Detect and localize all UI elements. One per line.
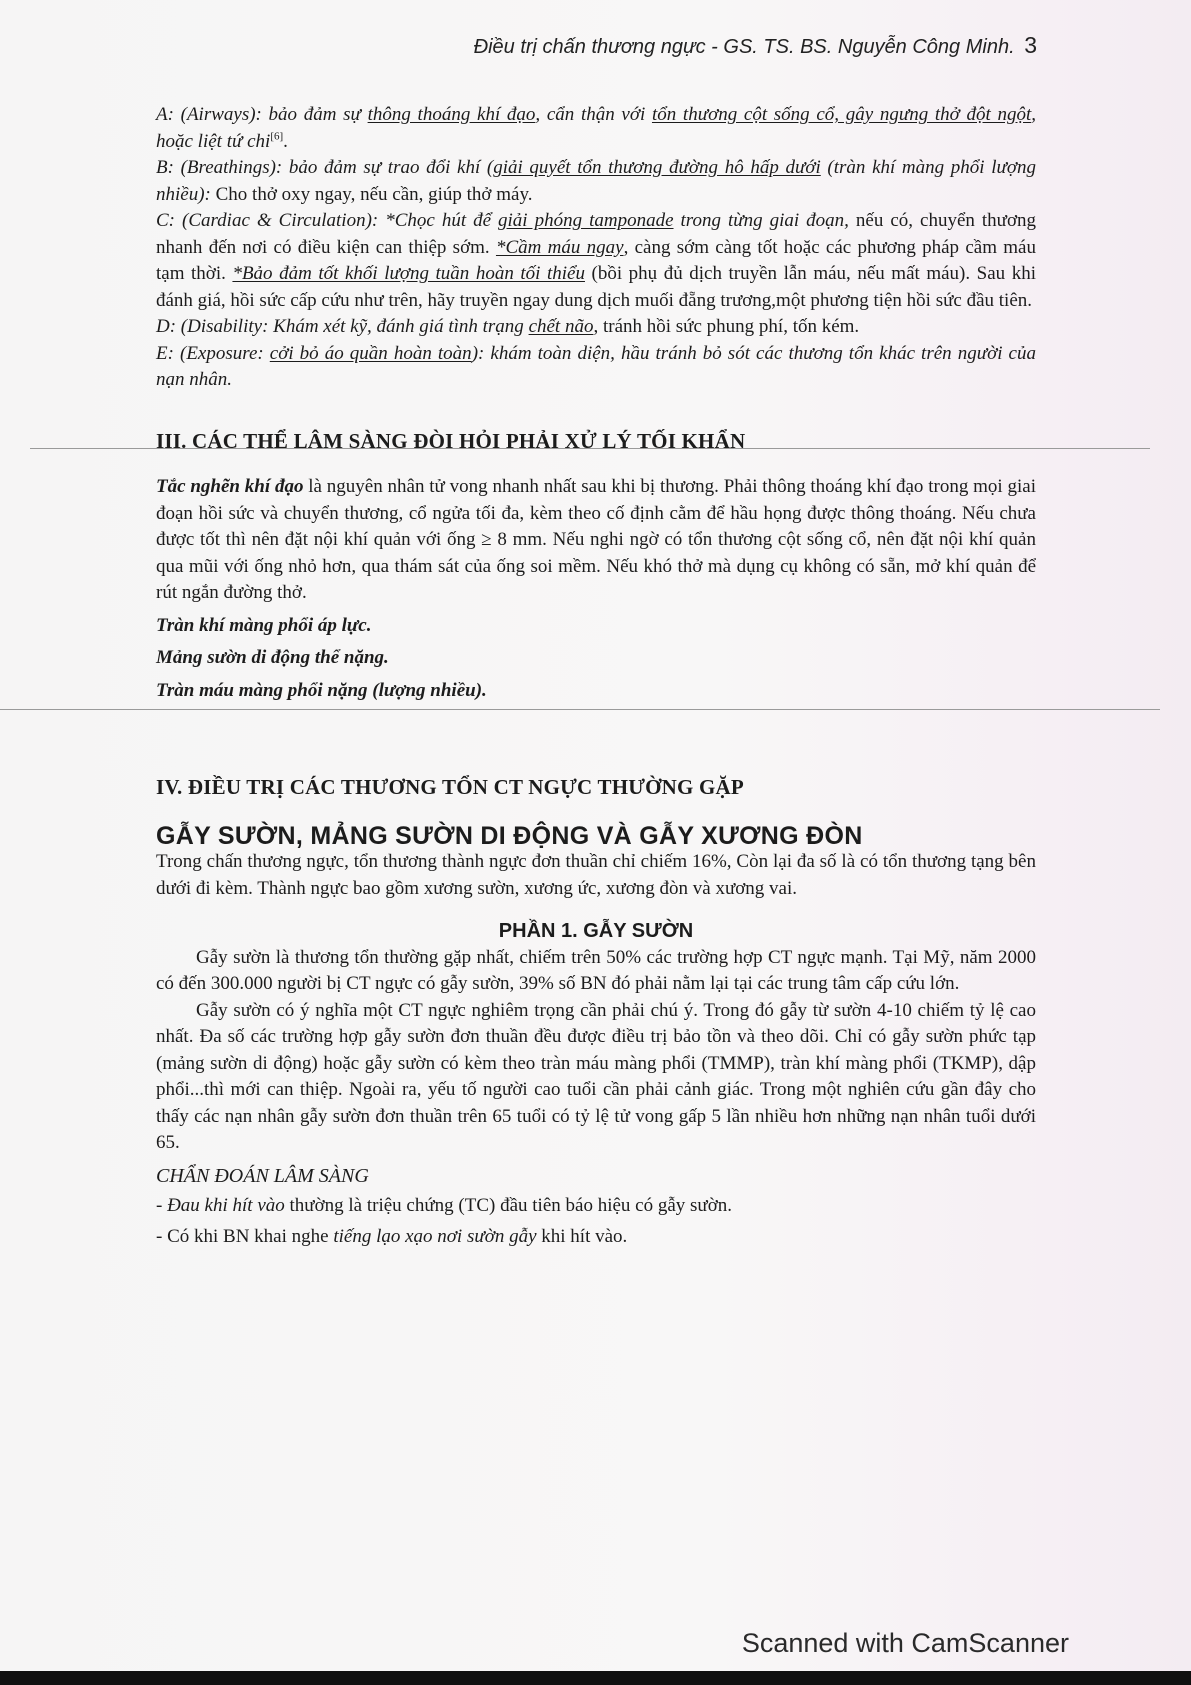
- section3-body: Tắc nghẽn khí đạo là nguyên nhân tử vong nhanh nhất sau khi bị thương. Phải thông thoáng khí đạo trong mọi giai đoạn hồi sức và chuyển thương, cổ ngửa tối đa, kèm theo cố định cằm để hầu họng được thông thoáng. Nếu chưa được tốt thì nên đặt nội khí quản với ống ≥ 8 mm. Nếu nghi ngờ có tổn thương cột sống cổ, nên đặt nội khí quản qua mũi với ống nhỏ hơn, qua thám sát của ống soi mềm. Nếu khó thở mà dụng cụ không có sẵn, mở khí quản để rút ngắn đường thở.: [156, 476, 1036, 603]
- running-title: Điều trị chấn thương ngực - GS. TS. BS. Nguyễn Công Minh.: [473, 36, 1015, 58]
- part-title: PHẦN 1. GẪY SƯỜN: [498, 920, 694, 942]
- abcde-b: B: (Breathings): bảo đảm sự trao đổi khí (giải quyết tổn thương đường hô hấp dưới (tràn khí màng phổi lượng nhiều): Cho thở oxy ngay, nếu cần, giúp thở máy.: [156, 157, 1036, 205]
- section4-paragraph-2: Gẫy sườn có ý nghĩa một CT ngực nghiêm trọng cần phải chú ý. Trong đó gẫy từ sườn 4-10 chiếm tỷ lệ cao nhất. Đa số các trường hợp gẫy sườn đơn thuần đều được điều trị bảo tồn và theo dõi. Chỉ có gẫy sườn phức tạp (mảng sườn di động) hoặc gẫy sườn có kèm theo tràn máu màng phổi (TMMP), tràn khí màng phổi (TKMP), dập phổi...thì mới can thiệp. Ngoài ra, yếu tố người cao tuổi cần phải cảnh giác. Trong một nghiên cứu gần đây cho thấy các nạn nhân gẫy sườn đơn thuần trên 65 tuổi có tỷ lệ tử vong gấp 5 lần nhiều hơn những nạn nhân tuổi dưới 65.: [156, 999, 1036, 1153]
- diagnosis-bullet-2: - Có khi BN khai nghe tiếng lạo xạo nơi sườn gẫy khi hít vào.: [156, 1225, 628, 1247]
- abcde-d: D: (Disability: Khám xét kỹ, đánh giá tình trạng chết não, tránh hồi sức phung phí, tốn kém.: [156, 316, 860, 337]
- diagnosis-heading: CHẨN ĐOÁN LÂM SÀNG: [156, 1164, 369, 1187]
- diagnosis-bullet-1: - Đau khi hít vào thường là triệu chứng (TC) đầu tiên báo hiệu có gẫy sườn.: [156, 1195, 733, 1216]
- abcde-e: E: (Exposure: cởi bỏ áo quần hoàn toàn): khám toàn diện, hầu tránh bỏ sót các thương tổn khác trên người của nạn nhân.: [156, 342, 1036, 390]
- bottom-edge: [0, 1671, 1191, 1685]
- section3-item: Mảng sườn di động thể nặng.: [156, 647, 389, 668]
- section4-title: GẪY SƯỜN, MẢNG SƯỜN DI ĐỘNG VÀ GẪY XƯƠNG ĐÒN: [156, 821, 863, 850]
- section4-intro: Trong chấn thương ngực, tổn thương thành ngực đơn thuần chỉ chiếm 16%, Còn lại đa số là có tổn thương tạng bên dưới đi kèm. Thành ngực bao gồm xương sườn, xương ức, xương đòn và xương vai.: [156, 851, 1036, 899]
- section3-item: Tràn máu màng phổi nặng (lượng nhiều).: [156, 679, 487, 701]
- abcde-a: A: (Airways): bảo đảm sự thông thoáng khí đạo, cẩn thận với tổn thương cột sống cổ, gây ngưng thở đột ngột, hoặc liệt tứ chi[6].: [156, 104, 1036, 152]
- section3-item: Tràn khí màng phổi áp lực.: [156, 614, 372, 636]
- section4-heading: IV. ĐIỀU TRỊ CÁC THƯƠNG TỔN CT NGỰC THƯỜNG GẶP: [156, 775, 744, 799]
- page-number: 3: [1024, 32, 1037, 58]
- section4-paragraph-1: Gẫy sườn là thương tổn thường gặp nhất, chiếm trên 50% các trường hợp CT ngực mạnh. Tại Mỹ, năm 2000 có đến 300.000 người bị CT ngực có gẫy sườn, 39% số BN đó phải nằm lại tại các trung tâm cấp cứu lớn.: [156, 946, 1036, 994]
- page-content: [156, 102, 1036, 1250]
- section3-heading: III. CÁC THỂ LÂM SÀNG ĐÒI HỎI PHẢI XỬ LÝ TỐI KHẨN: [156, 428, 746, 453]
- scanner-watermark: Scanned with CamScanner: [741, 1628, 1069, 1658]
- abcde-c: C: (Cardiac & Circulation): *Chọc hút để giải phóng tamponade trong từng giai đoạn, nếu có, chuyển thương nhanh đến nơi có điều kiện can thiệp sớm. *Cầm máu ngay, càng sớm càng tốt hoặc các phương pháp cầm máu tạm thời. *Bảo đảm tốt khối lượng tuần hoàn tối thiểu (bồi phụ đủ dịch truyền lẫn máu, nếu mất máu). Sau khi đánh giá, hồi sức cấp cứu như trên, hãy truyền ngay dung dịch muối đẵng trương,một phương tiện hồi sức đầu tiên.: [156, 210, 1037, 311]
- running-header: [474, 32, 1037, 59]
